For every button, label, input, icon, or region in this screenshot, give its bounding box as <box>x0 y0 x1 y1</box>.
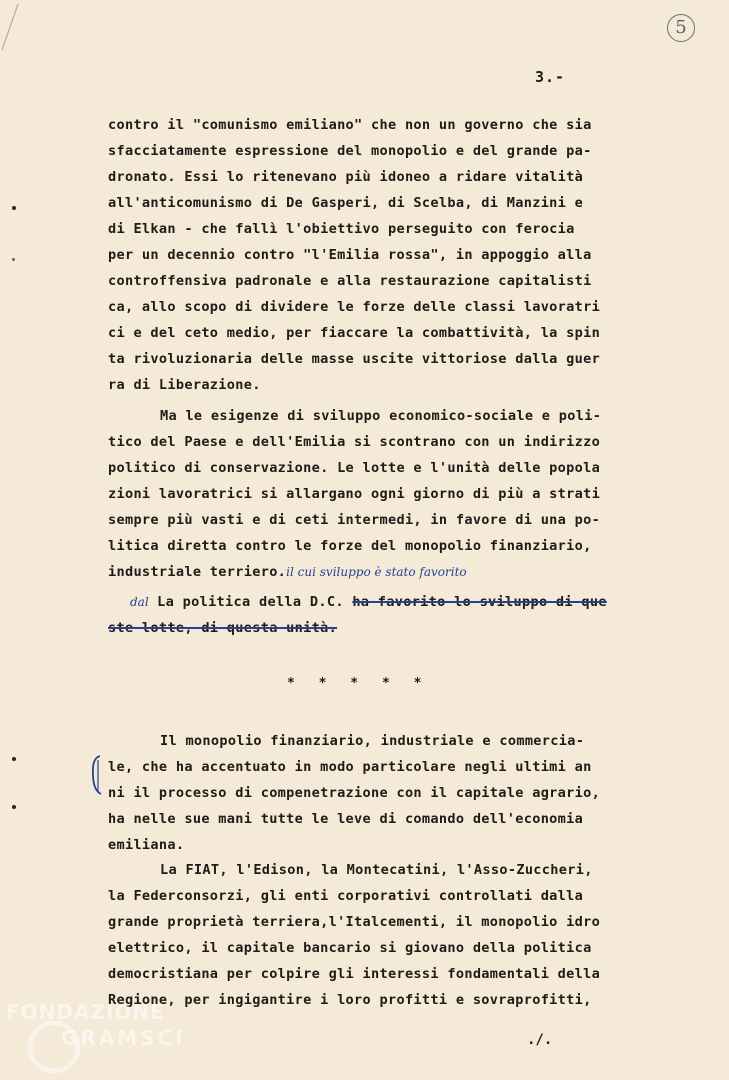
text-line: per un decennio contro "l'Emilia rossa", in appoggio alla <box>108 247 592 263</box>
struck-text: ste lotte, di questa unità. <box>108 620 338 636</box>
text-line <box>108 620 337 636</box>
watermark-line1: FONDAZIONE <box>6 1000 165 1024</box>
punch-hole-mark <box>12 805 16 809</box>
text-line: La FIAT, l'Edison, la Montecatini, l'Asso-Zuccheri, <box>160 862 593 878</box>
text-line: litica diretta contro le forze del monopolio finanziario, <box>108 538 592 554</box>
text-line: emiliana. <box>108 837 185 853</box>
text-line: sempre più vasti e di ceti intermedi, in favore di una po- <box>108 512 601 528</box>
text-line: Regione, per ingigantire i loro profitti e sovraprofitti, <box>108 992 592 1008</box>
text-line: all'anticomunismo di De Gasperi, di Scelba, di Manzini e <box>108 195 584 211</box>
punch-hole-mark <box>12 258 15 261</box>
page-number: 3.- <box>535 68 566 86</box>
text-line: politico di conservazione. Le lotte e l'unità delle popola <box>108 460 601 476</box>
text-line: ca, allo scopo di dividere le forze delle classi lavoratri <box>108 299 601 315</box>
section-separator: * * * * * <box>287 676 430 691</box>
text-line <box>108 564 467 580</box>
watermark-logo-icon <box>24 1018 84 1076</box>
struck-text: ha favorito lo sviluppo di que <box>352 594 607 610</box>
text-line: Ma le esigenze di sviluppo economico-sociale e poli- <box>160 408 602 424</box>
text-fragment: industriale terriero. <box>108 564 287 580</box>
text-line: la Federconsorzi, gli enti corporativi controllati dalla <box>108 888 584 904</box>
text-line: ta rivoluzionaria delle masse uscite vittoriose dalla guer <box>108 351 601 367</box>
handwritten-insert: il cui sviluppo è stato favorito <box>286 565 467 579</box>
text-line: ha nelle sue mani tutte le leve di comando dell'economia <box>108 811 584 827</box>
watermark-line2: GRAMSCI <box>61 1026 186 1050</box>
punch-hole-mark <box>12 206 16 210</box>
page-end-mark: ./. <box>527 1032 553 1048</box>
text-line: democristiana per colpire gli interessi fondamentali della <box>108 966 601 982</box>
text-line-dc <box>130 594 607 610</box>
text-line: ra di Liberazione. <box>108 377 261 393</box>
folded-corner-mark <box>0 0 40 60</box>
text-line: Il monopolio finanziario, industriale e commercia- <box>160 733 585 749</box>
text-line: le, che ha accentuato in modo particolare negli ultimi an <box>108 759 592 775</box>
circled-page-number: 5 <box>667 14 695 42</box>
text-line: tico del Paese e dell'Emilia si scontrano con un indirizzo <box>108 434 601 450</box>
text-line: contro il "comunismo emiliano" che non un governo che sia <box>108 117 592 133</box>
text-line: controffensiva padronale e alla restaurazione capitalisti <box>108 273 592 289</box>
text-line: elettrico, il capitale bancario si giovano della politica <box>108 940 592 956</box>
handwritten-prefix: dal <box>130 595 149 609</box>
text-line: grande proprietà terriera,l'Italcementi, il monopolio idro <box>108 914 601 930</box>
text-line: zioni lavoratrici si allargano ogni giorno di più a strati <box>108 486 601 502</box>
text-line: ci e del ceto medio, per fiaccare la combattività, la spin <box>108 325 601 341</box>
text-line: di Elkan - che fallì l'obiettivo perseguito con ferocia <box>108 221 575 237</box>
text-line: sfacciatamente espressione del monopolio e del grande pa- <box>108 143 592 159</box>
text-line: ni il processo di compenetrazione con il capitale agrario, <box>108 785 601 801</box>
margin-bracket-mark <box>89 754 103 796</box>
punch-hole-mark <box>12 757 16 761</box>
text-line: dronato. Essi lo ritenevano più idoneo a ridare vitalità <box>108 169 584 185</box>
text-fragment: La politica della D.C. <box>157 594 344 610</box>
